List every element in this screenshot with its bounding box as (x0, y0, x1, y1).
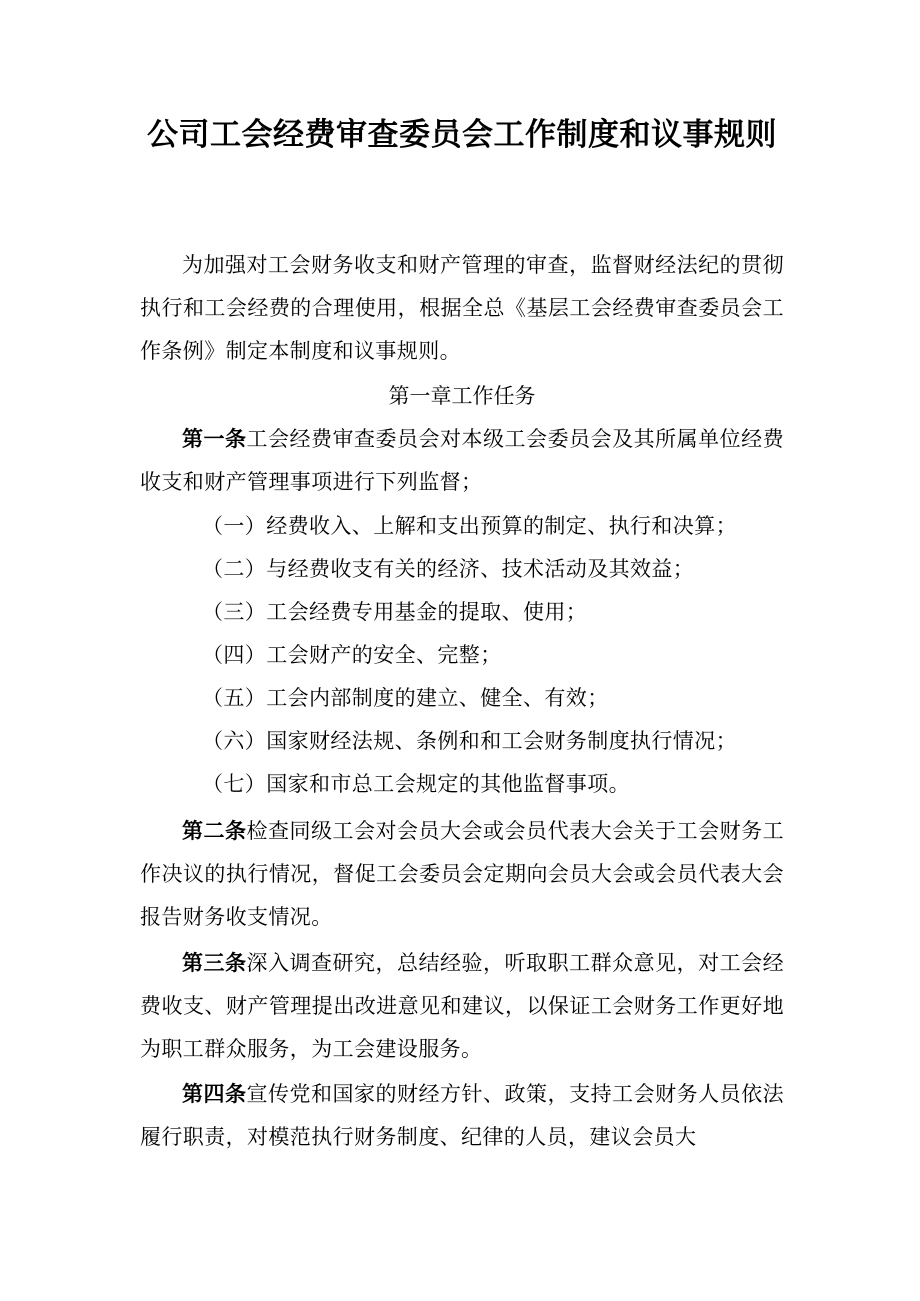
article-3-text: 深入调查研究，总结经验，听取职工群众意见，对工会经费收支、财产管理提出改进意见和建议，以保证工会财务工作更好地为职工群众服务，为工会建设服务。 (140, 951, 784, 1061)
list-item: （六）国家财经法规、条例和和工会财务制度执行情况； (202, 729, 737, 753)
article-4-label: 第四条 (182, 1082, 247, 1106)
article-3 (140, 942, 784, 1071)
list-item: （三）工会经费专用基金的提取、使用； (202, 600, 588, 624)
article-1 (140, 418, 784, 504)
article-2-label: 第二条 (182, 819, 247, 843)
list-item: （七）国家和市总工会规定的其他监督事项。 (202, 772, 630, 796)
list-item: （五）工会内部制度的建立、健全、有效； (202, 686, 609, 710)
article-2 (140, 810, 784, 939)
article-2-text: 检查同级工会对会员大会或会员代表大会关于工会财务工作决议的执行情况，督促工会委员会定期向会员大会或会员代表大会报告财务收支情况。 (140, 819, 784, 929)
article-1-label: 第一条 (182, 427, 247, 451)
article-4-text: 宣传党和国家的财经方针、政策，支持工会财务人员依法履行职责，对模范执行财务制度、纪律的人员，建议会员大 (140, 1082, 784, 1149)
article-3-label: 第三条 (182, 951, 247, 975)
chapter-heading: 第一章工作任务 (388, 384, 536, 408)
article-1-text: 工会经费审查委员会对本级工会委员会及其所属单位经费收支和财产管理事项进行下列监督； (140, 427, 784, 494)
document-title: 公司工会经费审查委员会工作制度和议事规则 (147, 117, 777, 153)
list-item: （一）经费收入、上解和支出预算的制定、执行和决算； (202, 514, 737, 538)
list-item: （四）工会财产的安全、完整； (202, 643, 502, 667)
article-4 (140, 1073, 784, 1159)
preamble-paragraph: 为加强对工会财务收支和财产管理的审查，监督财经法纪的贯彻执行和工会经费的合理使用，根据全总《基层工会经费审查委员会工作条例》制定本制度和议事规则。 (140, 253, 784, 363)
list-item: （二）与经费收支有关的经济、技术活动及其效益； (202, 557, 695, 581)
